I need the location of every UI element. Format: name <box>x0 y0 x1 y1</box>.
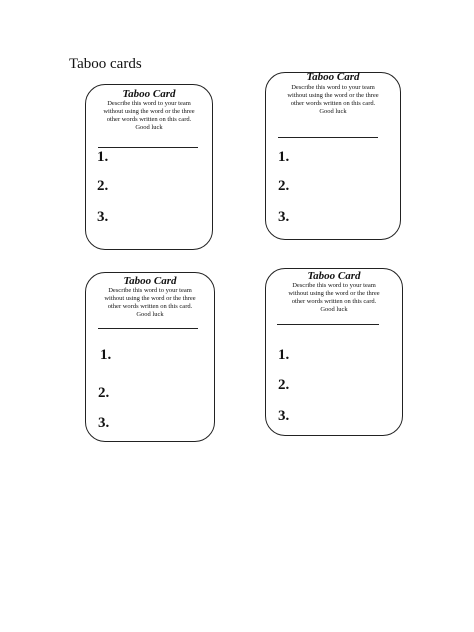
taboo-card-2 <box>265 72 401 240</box>
card-title: Taboo Card <box>123 275 177 287</box>
instruction-line: other words written on this card. <box>107 303 193 310</box>
taboo-number-1: 1. <box>97 149 109 165</box>
instruction-line: without using the word or the three <box>103 108 195 115</box>
instruction-line: Good luck <box>319 108 347 115</box>
taboo-number-2: 2. <box>278 377 290 393</box>
taboo-number-1: 1. <box>100 347 112 363</box>
card-title: Taboo Card <box>122 88 176 100</box>
word-blank-line <box>98 328 198 329</box>
taboo-number-2: 2. <box>98 385 110 401</box>
instruction-line: Describe this word to your team <box>291 84 375 91</box>
taboo-card-4 <box>265 268 403 436</box>
taboo-number-1: 1. <box>278 347 290 363</box>
instruction-line: Describe this word to your team <box>108 287 192 294</box>
instruction-line: other words written on this card. <box>106 116 192 123</box>
card-title: Taboo Card <box>306 71 360 83</box>
instruction-line: other words written on this card. <box>291 298 377 305</box>
taboo-number-3: 3. <box>278 408 290 424</box>
instruction-line: without using the word or the three <box>104 295 196 302</box>
taboo-card-1 <box>85 84 213 250</box>
word-blank-line <box>278 137 378 138</box>
taboo-number-2: 2. <box>97 178 109 194</box>
card-title: Taboo Card <box>307 270 361 282</box>
instruction-line: without using the word or the three <box>287 92 379 99</box>
card-instructions <box>272 84 394 116</box>
page-title: Taboo cards <box>69 56 142 72</box>
word-blank-line <box>98 147 198 148</box>
card-instructions <box>272 282 396 314</box>
instruction-line: without using the word or the three <box>288 290 380 297</box>
instruction-line: Describe this word to your team <box>292 282 376 289</box>
taboo-number-3: 3. <box>98 415 110 431</box>
taboo-number-3: 3. <box>278 209 290 225</box>
taboo-number-1: 1. <box>278 149 290 165</box>
card-instructions <box>92 287 208 319</box>
instruction-line: Good luck <box>136 311 164 318</box>
instruction-line: Good luck <box>135 124 163 131</box>
taboo-number-3: 3. <box>97 209 109 225</box>
instruction-line: Good luck <box>320 306 348 313</box>
instruction-line: other words written on this card. <box>290 100 376 107</box>
instruction-line: Describe this word to your team <box>107 100 191 107</box>
taboo-card-3 <box>85 272 215 442</box>
card-instructions <box>92 100 206 132</box>
taboo-number-2: 2. <box>278 178 290 194</box>
word-blank-line <box>277 324 379 325</box>
